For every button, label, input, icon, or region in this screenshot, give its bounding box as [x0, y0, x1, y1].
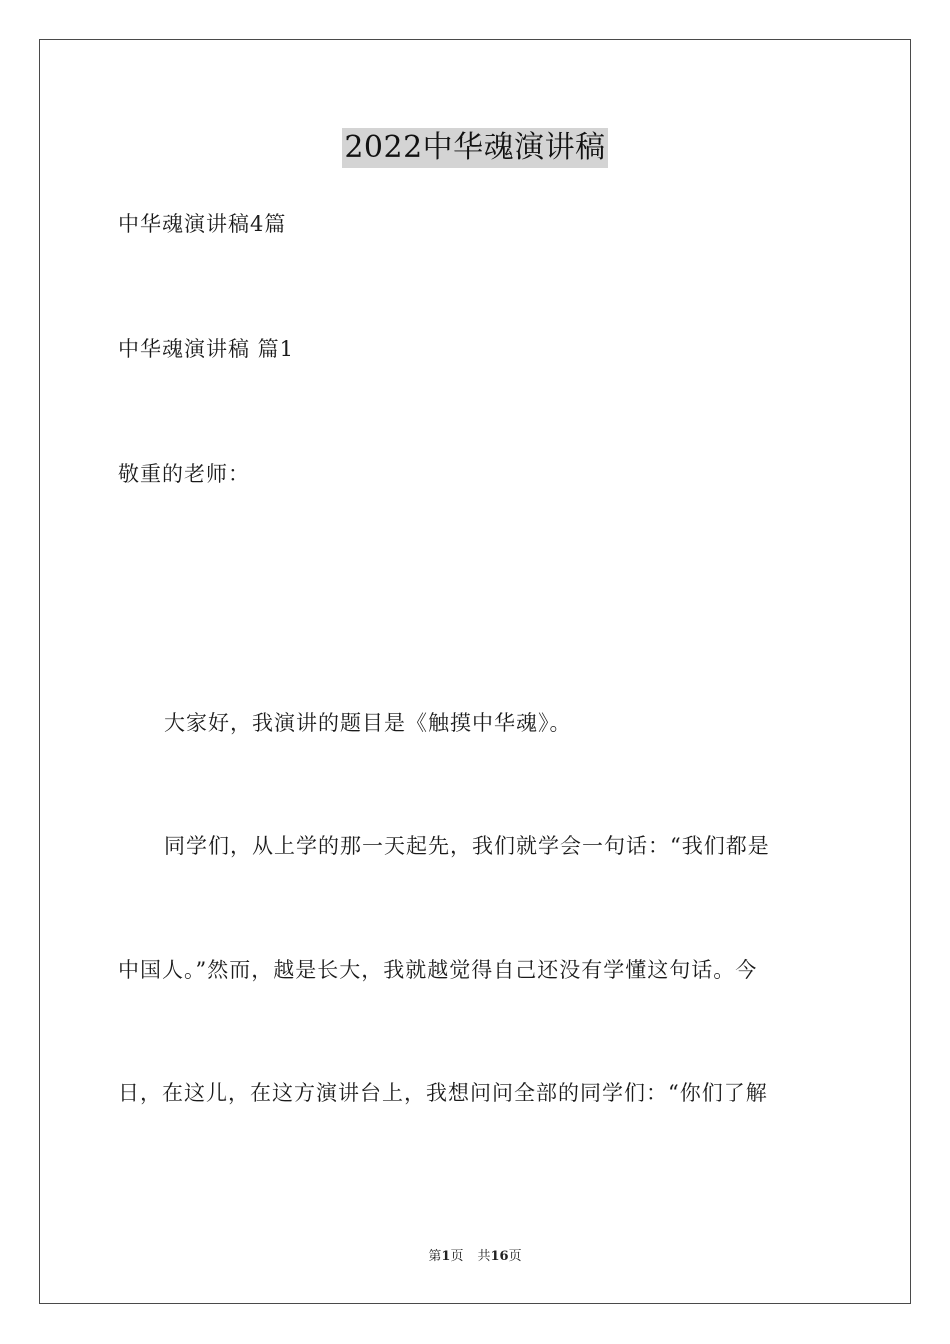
- footer-prefix: 第: [428, 1249, 442, 1264]
- section-heading: 中华魂演讲稿 篇1: [118, 337, 295, 361]
- body-line-4: 日，在这儿，在这方演讲台上，我想问问全部的同学们：“你们了解: [118, 1081, 768, 1105]
- footer-total-prefix: 共: [477, 1249, 491, 1264]
- footer-total-suffix: 页: [508, 1249, 522, 1264]
- body-line-3: 中国人。”然而，越是长大，我就越觉得自己还没有学懂这句话。今: [118, 958, 758, 982]
- salutation-line: 敬重的老师：: [118, 462, 250, 486]
- body-line-2: 同学们，从上学的那一天起先，我们就学会一句话：“我们都是: [164, 834, 770, 858]
- footer-page-number: 1: [441, 1249, 451, 1264]
- footer-total-pages: 16: [490, 1249, 509, 1264]
- page-footer: [0, 1248, 950, 1266]
- document-title: 2022中华魂演讲稿: [342, 128, 607, 168]
- body-line-1: 大家好，我演讲的题目是《触摸中华魂》。: [164, 711, 572, 735]
- footer-page-suffix: 页: [450, 1249, 464, 1264]
- title-container: [0, 128, 950, 168]
- subtitle-line: 中华魂演讲稿4篇: [118, 212, 287, 236]
